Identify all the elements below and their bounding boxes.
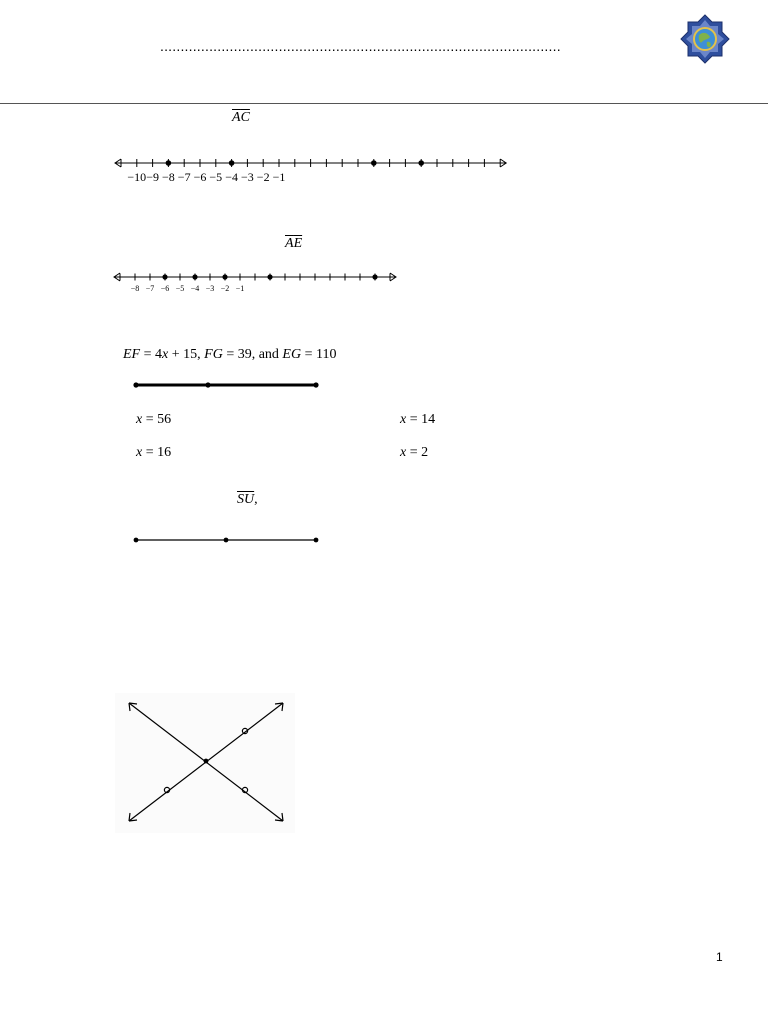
x-var: x <box>162 347 169 362</box>
tick-label: −9 <box>146 170 159 184</box>
segment-su-comma: , <box>254 492 258 507</box>
segment-ac-label <box>232 110 250 126</box>
choice-d <box>400 445 428 461</box>
point-s-letter: S <box>237 492 244 507</box>
tick-label: −5 <box>209 170 223 184</box>
choice-a <box>136 412 171 428</box>
number-line-2 <box>112 266 392 298</box>
tick-label: −2 <box>220 284 230 293</box>
choice-c <box>136 445 171 461</box>
tick-label: −6 <box>193 170 207 184</box>
choice-value: = 14 <box>406 412 436 427</box>
plotted-point <box>222 274 227 279</box>
choice-value: = 2 <box>406 445 429 460</box>
segment-su-label <box>237 492 258 508</box>
tick-label: −2 <box>256 170 270 184</box>
tick-label: −1 <box>235 284 245 293</box>
tick-label: −3 <box>241 170 254 184</box>
segment-stu-diagram <box>130 533 325 547</box>
plotted-point <box>418 160 424 166</box>
eg-tail: = 110 <box>301 347 337 362</box>
tick-label: −4 <box>190 284 200 293</box>
tick-label: −1 <box>272 170 286 184</box>
point-s <box>134 538 139 543</box>
choice-var: x <box>136 412 143 427</box>
point-a-letter: A <box>232 110 241 125</box>
tick-label: −8 <box>162 170 175 184</box>
ef-var: EF <box>123 347 141 362</box>
ef-tail: + 15, <box>168 347 205 362</box>
tick-label: −7 <box>177 170 191 184</box>
tick-label: −5 <box>175 284 185 293</box>
tick-label: −10 <box>127 170 147 184</box>
choice-value: = 56 <box>142 412 172 427</box>
point-a-letter: A <box>285 236 294 251</box>
number-line-1 <box>110 150 515 195</box>
point-f <box>205 382 210 387</box>
tick-label: −7 <box>145 284 155 293</box>
plotted-point <box>267 274 272 279</box>
segment-ae-label <box>285 236 302 252</box>
choice-b <box>400 412 435 428</box>
fg-tail: = 39, and <box>222 347 283 362</box>
intersection-point <box>204 759 209 764</box>
choice-var: x <box>136 445 143 460</box>
choice-value: = 16 <box>142 445 172 460</box>
plotted-point <box>372 274 377 279</box>
point-g <box>313 382 318 387</box>
plotted-point <box>371 160 377 166</box>
tick-label: −6 <box>160 284 170 293</box>
tick-label: −3 <box>205 284 215 293</box>
plotted-point <box>229 160 235 166</box>
eg-var: EG <box>282 347 302 362</box>
choice-var: x <box>400 445 407 460</box>
point-c-letter: C <box>240 110 250 125</box>
plotted-point <box>192 274 197 279</box>
ef-eq: = 4 <box>140 347 163 362</box>
intersecting-lines-diagram <box>115 693 295 833</box>
point-t <box>224 538 229 543</box>
header-dotted-line: .................................................................................................. <box>160 38 561 54</box>
point-u-letter: U <box>244 492 255 507</box>
segment-efg-diagram <box>130 378 325 392</box>
page-number: 1 <box>716 950 723 964</box>
plotted-point <box>166 160 172 166</box>
problem-efg-statement <box>123 347 336 363</box>
tick-label: −8 <box>130 284 140 293</box>
fg-var: FG <box>204 347 223 362</box>
plotted-point <box>162 274 167 279</box>
header-rule <box>0 103 768 104</box>
point-e-letter: E <box>293 236 303 251</box>
point-e <box>133 382 138 387</box>
choice-var: x <box>400 412 407 427</box>
tick-label: −4 <box>225 170 238 184</box>
point-u <box>314 538 319 543</box>
university-seal-logo <box>680 14 730 64</box>
